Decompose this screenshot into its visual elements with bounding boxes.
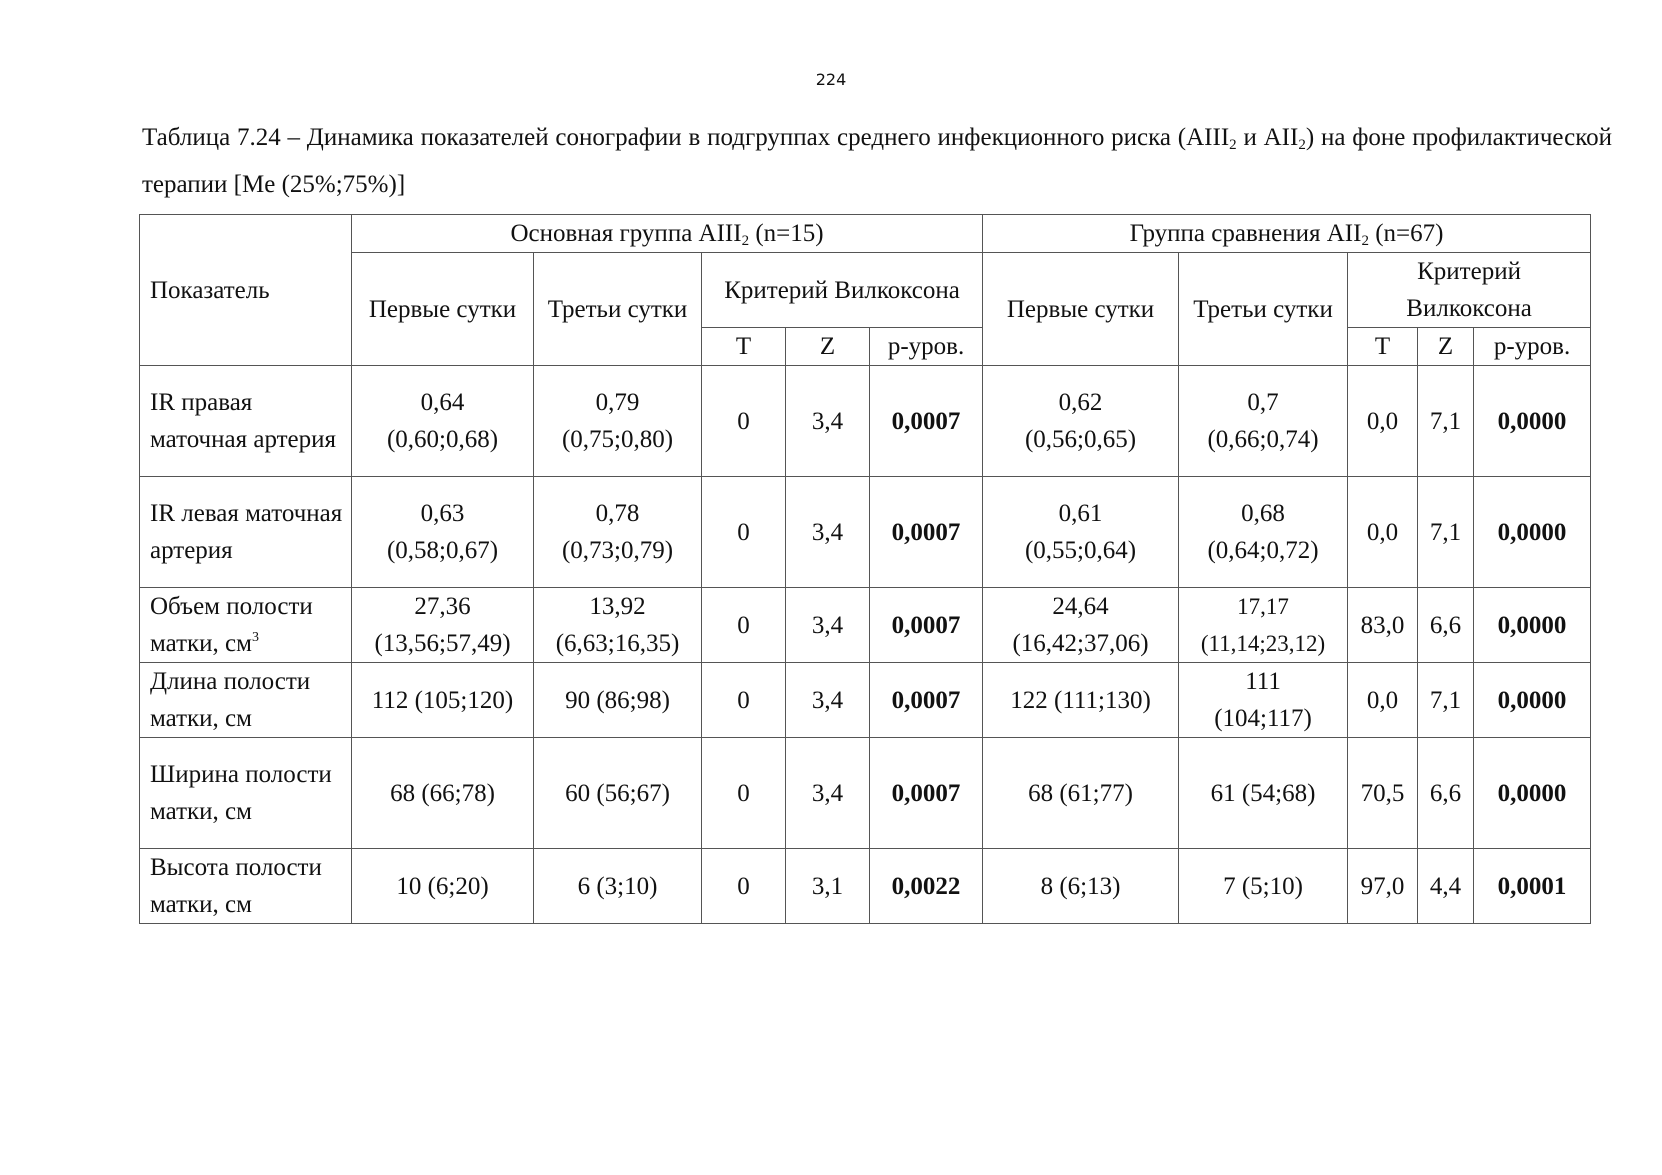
cell-main-first <box>352 366 534 477</box>
main-group-prefix: Основная группа АIII <box>510 220 742 247</box>
header-main-third-day: Третьи сутки <box>534 253 702 366</box>
cell-compare-third <box>1179 477 1348 588</box>
row-indicator <box>140 588 352 663</box>
table-row <box>140 738 1591 849</box>
header-compare-p: р-уров. <box>1474 328 1591 366</box>
cell-main-p: 0,0007 <box>870 738 983 849</box>
cell-main-T: 0 <box>702 477 786 588</box>
compare-group-suffix: (n=67) <box>1368 220 1444 247</box>
cell-compare-third: 7 (5;10) <box>1179 849 1348 924</box>
cell-compare-T: 70,5 <box>1348 738 1418 849</box>
cell-main-Z: 3,4 <box>786 663 870 738</box>
cell-compare-first: 8 (6;13) <box>983 849 1179 924</box>
cell-compare-T: 0,0 <box>1348 477 1418 588</box>
caption-suffix: ) на фоне профилактической терапии [Me (25%;75%)] <box>142 124 1612 198</box>
cell-compare-first <box>983 477 1179 588</box>
cell-quartiles: (0,55;0,64) <box>1024 537 1137 564</box>
row-indicator-sup: 3 <box>251 630 259 645</box>
caption-middle: и АII <box>1236 124 1299 151</box>
row-indicator: Длина полости матки, см <box>140 663 352 738</box>
cell-quartiles: (16,42;37,06) <box>1012 630 1149 657</box>
cell-median: 0,78 <box>595 500 640 527</box>
header-main-p: р-уров. <box>870 328 983 366</box>
table-row <box>140 366 1591 477</box>
cell-median: 0,63 <box>420 500 465 527</box>
main-group-sub: 2 <box>741 233 750 249</box>
header-main-first-day: Первые сутки <box>352 253 534 366</box>
cell-main-T: 0 <box>702 849 786 924</box>
cell-compare-T: 83,0 <box>1348 588 1418 663</box>
cell-main-p: 0,0007 <box>870 663 983 738</box>
caption-sub-2: 2 <box>1298 137 1306 153</box>
header-compare-T: Т <box>1348 328 1418 366</box>
cell-median: 111 <box>1245 668 1281 695</box>
cell-compare-Z: 7,1 <box>1418 477 1474 588</box>
table-row <box>140 849 1591 924</box>
cell-median: 13,92 <box>589 593 646 620</box>
cell-median: 0,68 <box>1241 500 1285 527</box>
row-indicator: Высота полости матки, см <box>140 849 352 924</box>
sonography-table <box>139 214 1591 924</box>
cell-main-first: 112 (105;120) <box>352 663 534 738</box>
header-compare-group <box>983 215 1591 253</box>
cell-quartiles: (0,75;0,80) <box>561 426 674 453</box>
cell-median: 0,64 <box>420 389 465 416</box>
header-main-T: Т <box>702 328 786 366</box>
cell-compare-first <box>983 588 1179 663</box>
cell-compare-third <box>1179 663 1348 738</box>
cell-median: 24,64 <box>1052 593 1109 620</box>
cell-main-third: 90 (86;98) <box>534 663 702 738</box>
header-row-days <box>140 253 1591 328</box>
cell-quartiles: (0,73;0,79) <box>561 537 674 564</box>
header-row-groups <box>140 215 1591 253</box>
cell-main-p: 0,0007 <box>870 477 983 588</box>
cell-main-T: 0 <box>702 663 786 738</box>
cell-quartiles: (6,63;16,35) <box>555 630 680 657</box>
cell-median: 0,7 <box>1247 389 1279 416</box>
row-indicator: Ширина полости матки, см <box>140 738 352 849</box>
cell-quartiles: (13,56;57,49) <box>374 630 511 657</box>
table-row <box>140 663 1591 738</box>
cell-compare-p: 0,0001 <box>1474 849 1591 924</box>
cell-compare-Z: 7,1 <box>1418 366 1474 477</box>
page-number: 224 <box>815 70 847 89</box>
cell-compare-p: 0,0000 <box>1474 738 1591 849</box>
cell-main-Z: 3,1 <box>786 849 870 924</box>
cell-compare-third <box>1179 588 1348 663</box>
cell-main-third <box>534 477 702 588</box>
cell-compare-p: 0,0000 <box>1474 366 1591 477</box>
caption-sub-1: 2 <box>1229 137 1237 153</box>
cell-quartiles: (0,60;0,68) <box>386 426 499 453</box>
cell-main-T: 0 <box>702 738 786 849</box>
cell-compare-T: 0,0 <box>1348 663 1418 738</box>
row-indicator: IR правая маточная артерия <box>140 366 352 477</box>
cell-compare-first <box>983 366 1179 477</box>
row-indicator-text: Объем полости матки, см <box>150 593 313 657</box>
cell-main-Z: 3,4 <box>786 477 870 588</box>
row-indicator: IR левая маточная артерия <box>140 477 352 588</box>
cell-main-Z: 3,4 <box>786 366 870 477</box>
table-row <box>140 477 1591 588</box>
cell-compare-p: 0,0000 <box>1474 588 1591 663</box>
header-indicator: Показатель <box>140 215 352 366</box>
table-caption <box>142 114 1612 208</box>
cell-compare-p: 0,0000 <box>1474 477 1591 588</box>
cell-quartiles: (0,56;0,65) <box>1024 426 1137 453</box>
compare-group-prefix: Группа сравнения АII <box>1129 220 1362 247</box>
cell-compare-third: 61 (54;68) <box>1179 738 1348 849</box>
cell-main-Z: 3,4 <box>786 738 870 849</box>
cell-compare-Z: 7,1 <box>1418 663 1474 738</box>
caption-prefix: Таблица 7.24 – Динамика показателей сонографии в подгруппах среднего инфекционного риска (АIII <box>142 124 1230 151</box>
header-compare-Z: Z <box>1418 328 1474 366</box>
cell-compare-third <box>1179 366 1348 477</box>
cell-compare-first: 68 (61;77) <box>983 738 1179 849</box>
cell-quartiles: (0,66;0,74) <box>1207 426 1319 453</box>
header-compare-wilcoxon: Критерий Вилкоксона <box>1348 253 1591 328</box>
header-main-Z: Z <box>786 328 870 366</box>
cell-compare-T: 97,0 <box>1348 849 1418 924</box>
cell-main-third: 60 (56;67) <box>534 738 702 849</box>
cell-quartiles: (11,14;23,12) <box>1200 631 1326 656</box>
cell-median: 0,79 <box>595 389 640 416</box>
header-main-wilcoxon: Критерий Вилкоксона <box>702 253 983 328</box>
cell-median: 0,61 <box>1058 500 1103 527</box>
header-compare-third-day: Третьи сутки <box>1179 253 1348 366</box>
cell-median: 17,17 <box>1237 594 1289 619</box>
cell-main-p: 0,0007 <box>870 366 983 477</box>
cell-median: 0,62 <box>1058 389 1103 416</box>
cell-compare-first: 122 (111;130) <box>983 663 1179 738</box>
cell-main-third: 6 (3;10) <box>534 849 702 924</box>
cell-compare-p: 0,0000 <box>1474 663 1591 738</box>
cell-quartiles: (104;117) <box>1214 705 1312 732</box>
compare-group-sub: 2 <box>1361 233 1369 249</box>
cell-main-first: 10 (6;20) <box>352 849 534 924</box>
cell-main-T: 0 <box>702 366 786 477</box>
cell-quartiles: (0,64;0,72) <box>1207 537 1319 564</box>
header-main-group <box>352 215 983 253</box>
cell-compare-Z: 4,4 <box>1418 849 1474 924</box>
cell-main-third <box>534 588 702 663</box>
cell-main-p: 0,0022 <box>870 849 983 924</box>
cell-main-third <box>534 366 702 477</box>
cell-compare-T: 0,0 <box>1348 366 1418 477</box>
main-group-suffix: (n=15) <box>749 220 824 247</box>
cell-median: 27,36 <box>414 593 471 620</box>
cell-quartiles: (0,58;0,67) <box>386 537 499 564</box>
cell-main-first <box>352 588 534 663</box>
cell-compare-Z: 6,6 <box>1418 588 1474 663</box>
cell-main-p: 0,0007 <box>870 588 983 663</box>
cell-main-first <box>352 477 534 588</box>
cell-main-first: 68 (66;78) <box>352 738 534 849</box>
cell-main-Z: 3,4 <box>786 588 870 663</box>
cell-compare-Z: 6,6 <box>1418 738 1474 849</box>
table-row <box>140 588 1591 663</box>
header-compare-first-day: Первые сутки <box>983 253 1179 366</box>
cell-main-T: 0 <box>702 588 786 663</box>
